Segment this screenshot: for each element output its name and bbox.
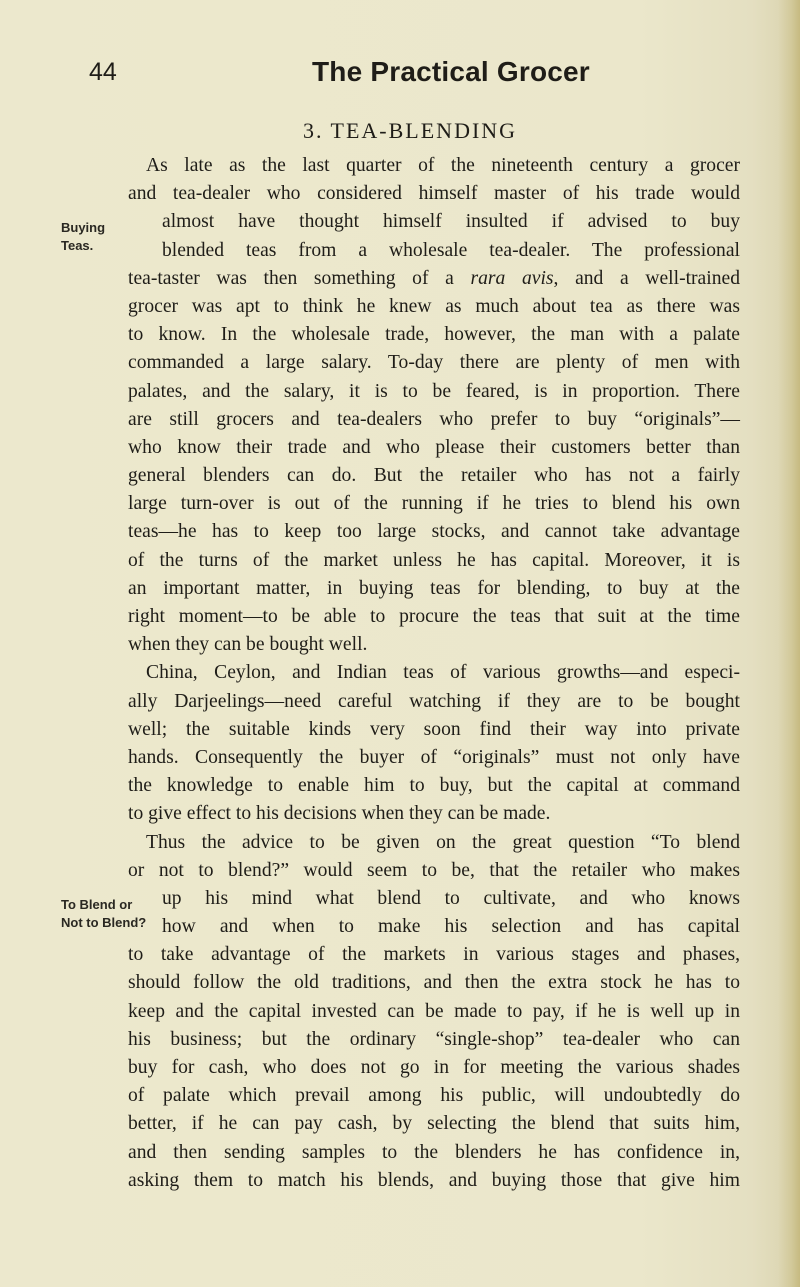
margin-note-line: To Blend or [61,897,133,912]
text-line: Thus the advice to be given on the great question “To blend [146,831,740,853]
margin-note-buying-teas [61,219,105,255]
section-title: 3. TEA-BLENDING [302,118,518,143]
text-line: better, if he can pay cash, by selecting the blend that suits him, [128,1113,740,1135]
text-line: As late as the last quarter of the nineteenth century a grocer [146,155,740,176]
text-line: or not to blend?” would seem to be, that the retailer who makes [128,859,740,881]
margin-note-line: Not to Blend? [61,915,147,930]
text-line: of palate which prevail among his public, will undoubtedly do [128,1085,740,1107]
text-line: asking them to match his blends, and buying those that give him [128,1169,740,1191]
text-line: commanded a large salary. To-day there are plenty of men with [128,352,740,374]
text-line: to give effect to his decisions when they can be made. [128,803,551,825]
text-line: tea-taster was then something of a rara avis, and a well-trained [128,267,740,289]
text-line: hands. Consequently the buyer of “originals” must not only have [128,746,740,768]
text-line: general blenders can do. But the retailer who has not a fairly [128,465,740,487]
text-line: large turn-over is out of the running if he tries to blend his own [128,493,740,515]
text-line: buy for cash, who does not go in for meeting the various shades [128,1057,740,1078]
text-line: are still grocers and tea-dealers who prefer to buy “originals”— [128,408,740,430]
margin-note-line: Buying [61,220,106,235]
page-header [0,58,800,94]
text-line: ally Darjeelings—need careful watching if they are to be bought [128,690,740,712]
margin-note-line: Teas. [61,238,94,253]
italic-phrase: rara avis [470,267,554,289]
text-line: well; the suitable kinds very soon find their way into private [128,718,740,740]
text-line: blended teas from a wholesale tea-dealer. The professional [162,239,740,261]
text-line: should follow the old traditions, and then the extra stock he has to [128,972,740,994]
page-number: 44 [89,58,117,86]
text-line: right moment—to be able to procure the teas that suit at the time [128,606,740,627]
text-line: up his mind what blend to cultivate, and who knows [162,887,740,909]
text-line: China, Ceylon, and Indian teas of various growths—and especi- [146,662,740,684]
text-line: to take advantage of the markets in various stages and phases, [128,944,740,966]
text-line: and tea-dealer who considered himself master of his trade would [128,183,740,205]
text-line: an important matter, in buying teas for blending, to buy at the [128,577,740,599]
body-text [128,152,740,1195]
text-line: and then sending samples to the blenders he has confidence in, [128,1141,740,1163]
page-edge-shading [778,0,800,1287]
running-head: The Practical Grocer [312,56,590,87]
text-line: almost have thought himself insulted if advised to buy [162,211,740,233]
text-line: the knowledge to enable him to buy, but the capital at command [128,775,740,797]
text-line: to know. In the wholesale trade, however, the man with a palate [128,324,740,346]
text-line: his business; but the ordinary “single-shop” tea-dealer who can [128,1028,740,1050]
text-line: palates, and the salary, it is to be feared, is in proportion. There [128,380,740,402]
text-line: keep and the capital invested can be made to pay, if he is well up in [128,1000,740,1022]
text-line: how and when to make his selection and has capital [162,916,740,938]
text-line: who know their trade and who please their customers better than [128,436,740,458]
text-line: grocer was apt to think he knew as much about tea as there was [128,295,740,317]
text-line: of the turns of the market unless he has capital. Moreover, it is [128,549,740,571]
text-line: teas—he has to keep too large stocks, and cannot take advantage [128,521,740,543]
text-line: when they can be bought well. [128,634,368,656]
